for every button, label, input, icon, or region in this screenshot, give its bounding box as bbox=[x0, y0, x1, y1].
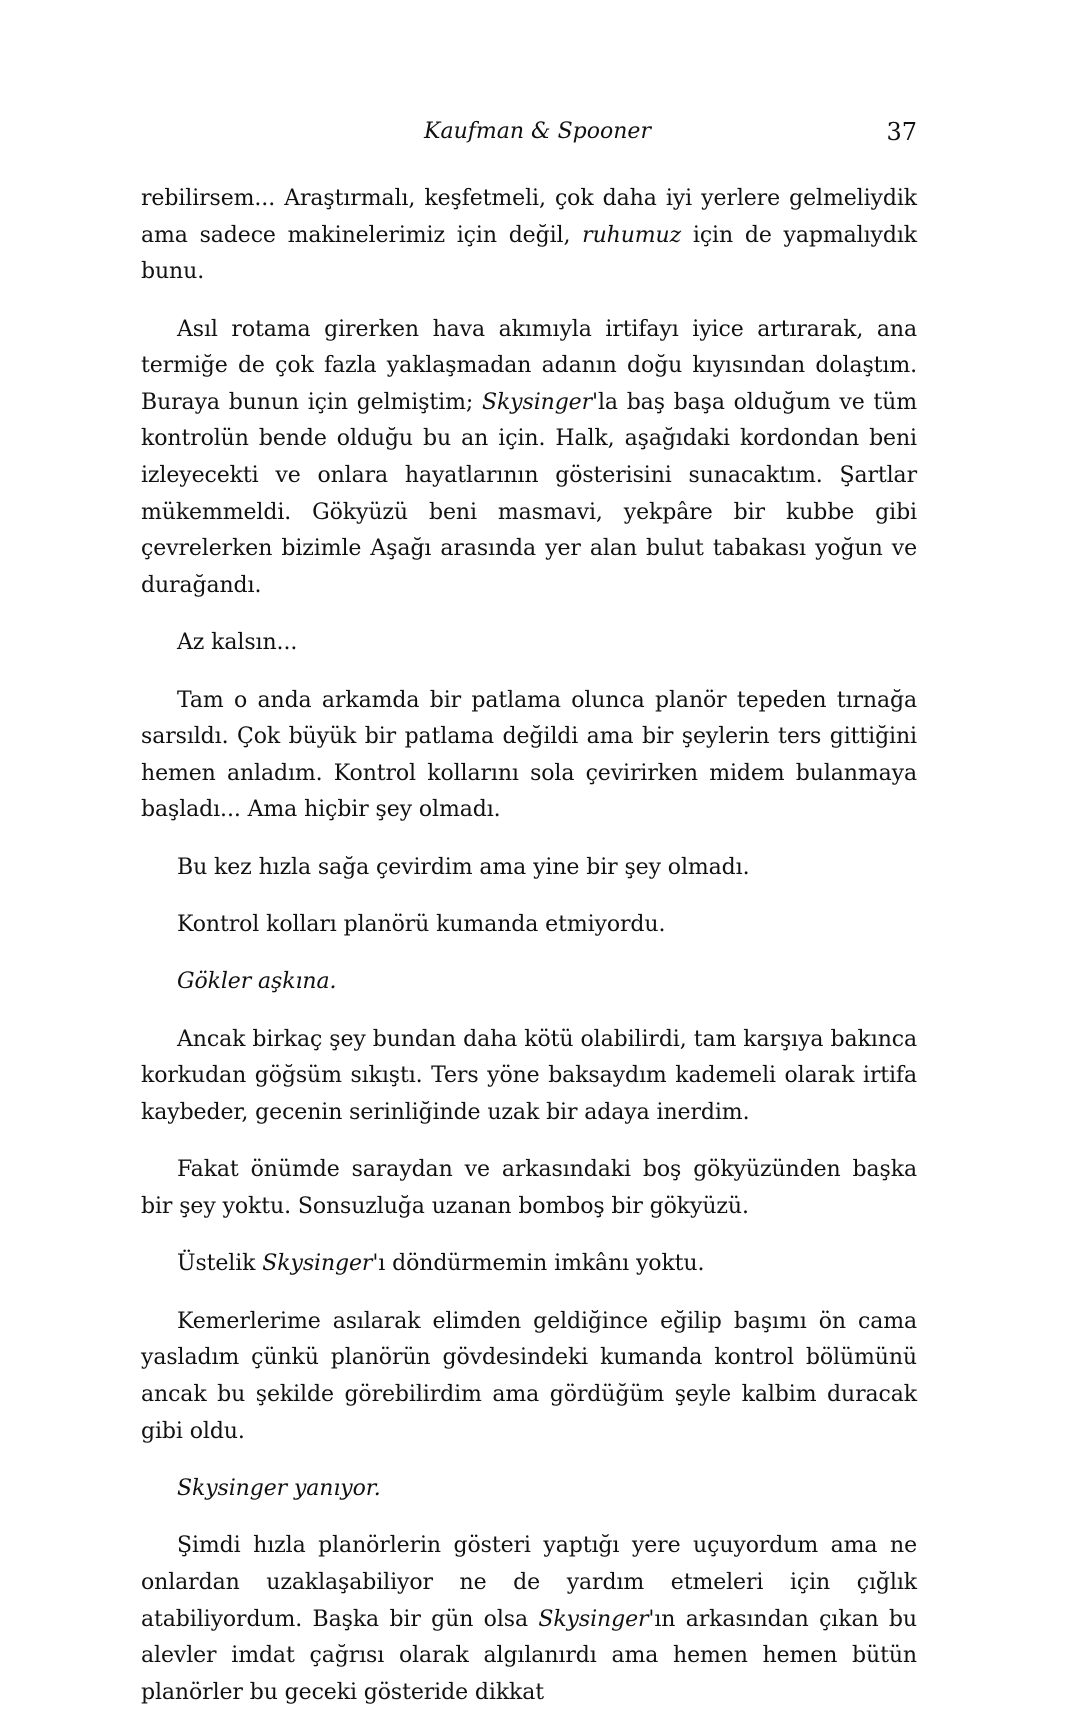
text-span: Asıl rotama girerken hava akımıyla irtifayı iyice artırarak, ana termiğe de çok fazla yaklaşmadan adanın doğu kıyısından dolaştım. Buraya bunun için gelmiştim; bbox=[141, 316, 917, 415]
paragraph-10 bbox=[141, 1246, 917, 1283]
running-header bbox=[140, 112, 917, 152]
paragraph-1 bbox=[141, 181, 917, 291]
paragraph-5 bbox=[141, 850, 917, 887]
italic-text-span: Skysinger bbox=[481, 389, 593, 415]
paragraph-13 bbox=[141, 1528, 917, 1711]
paragraph-2 bbox=[141, 312, 917, 605]
paragraph-3 bbox=[141, 625, 917, 662]
text-span: 'ın arkasından çıkan bu alevler imdat çağrısı olarak algılanırdı ama hemen hemen bütün planörler bu geceki gösteride dikkat bbox=[141, 1606, 917, 1705]
text-span: Bu kez hızla sağa çevirdim ama yine bir şey olmadı. bbox=[177, 854, 750, 880]
italic-text-span: Skysinger bbox=[538, 1606, 649, 1632]
text-span: Kemerlerime asılarak elimden geldiğince eğilip başımı ön cama yasladım çünkü planörün gövdesindeki kumanda kontrol bölümünü ancak bu şekilde görebilirdim ama gördüğüm şeyle kalbim duracak gibi oldu. bbox=[141, 1308, 917, 1444]
italic-text-span: Gökler aşkına. bbox=[177, 969, 337, 995]
italic-text-span: Skysinger yanıyor. bbox=[177, 1475, 381, 1501]
italic-text-span: ruhumuz bbox=[582, 222, 682, 248]
paragraph-4 bbox=[141, 683, 917, 829]
page-number: 37 bbox=[886, 118, 917, 146]
text-span: Ancak birkaç şey bundan daha kötü olabilirdi, tam karşıya bakınca korkudan göğsüm sıkıştı. Ters yöne baksaydım kademeli olarak irtifa kaybeder, gecenin serinliğinde uzak bir adaya inerdim. bbox=[141, 1026, 917, 1126]
running-title: Kaufman & Spooner bbox=[424, 119, 651, 144]
text-span: Üstelik bbox=[177, 1251, 263, 1277]
text-span: Kontrol kolları planörü kumanda etmiyordu. bbox=[177, 912, 666, 938]
italic-text-span: Skysinger bbox=[262, 1251, 373, 1277]
paragraph-6 bbox=[141, 907, 917, 944]
text-span: Fakat önümde saraydan ve arkasındaki boş gökyüzünden başka bir şey yoktu. Sonsuzluğa uzanan bomboş bir gökyüzü. bbox=[141, 1157, 917, 1220]
text-span: Az kalsın... bbox=[177, 630, 298, 656]
paragraph-11 bbox=[141, 1304, 917, 1450]
text-span: rebilirsem... Araştırmalı, keşfetmeli, çok daha iyi yerlere gelmeliydik ama sadece makinelerimiz için değil, bbox=[141, 186, 917, 248]
text-span: 'la baş başa olduğum ve tüm kontrolün bende olduğu bu an için. Halk, aşağıdaki kordondan beni izleyecekti ve onlara hayatlarının gösterisini sunacaktım. Şartlar mükemmeldi. Gökyüzü beni masmavi, yekpâre bir kubbe gibi çevrelerken bizimle Aşağı arasında yer alan bulut tabakası yoğun ve durağandı. bbox=[141, 389, 918, 598]
text-span: için de yapmalıydık bunu. bbox=[141, 222, 918, 285]
paragraph-9 bbox=[141, 1152, 917, 1225]
body-text bbox=[141, 181, 917, 1711]
text-span: Şimdi hızla planörlerin gösteri yaptığı yere uçuyordum ama ne onlardan uzaklaşabiliyor ne de yardım etmeleri için çığlık atabiliyordum. Başka bir gün olsa bbox=[141, 1533, 917, 1632]
paragraph-12 bbox=[141, 1471, 917, 1508]
paragraph-8 bbox=[141, 1022, 917, 1132]
paragraph-7 bbox=[141, 964, 917, 1001]
text-span: 'ı döndürmemin imkânı yoktu. bbox=[372, 1251, 705, 1277]
text-span: Tam o anda arkamda bir patlama olunca planör tepeden tırnağa sarsıldı. Çok büyük bir patlama değildi ama bir şeylerin ters gittiğini hemen anladım. Kontrol kollarını sola çevirirken midem bulanmaya başladı... Ama hiçbir şey olmadı. bbox=[141, 687, 917, 823]
